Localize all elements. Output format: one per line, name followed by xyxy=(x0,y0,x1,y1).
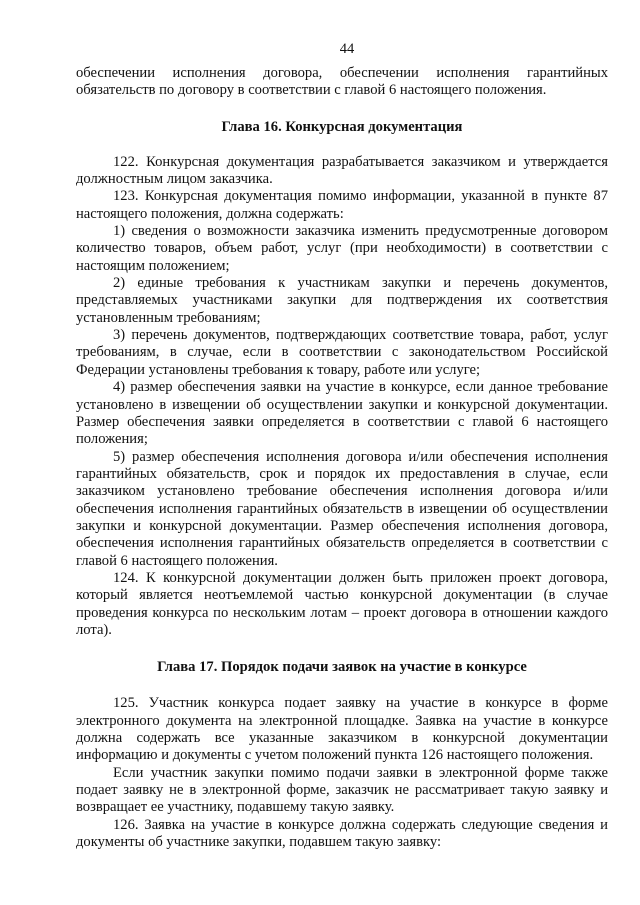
paragraph-123-item-1: 1) сведения о возможности заказчика изменить предусмотренные договором количество товаров, объем работ, услуг (при необходимости) в соответствии с настоящим положением; xyxy=(76,223,608,274)
chapter-16-heading: Глава 16. Конкурсная документация xyxy=(221,118,463,135)
paragraph-123-item-3: 3) перечень документов, подтверждающих соответствие товара, работ, услуг требованиям, в случае, если в соответствии с законодательством Российской Федерации установлены требования к товару, работе или услуге; xyxy=(76,327,608,378)
paragraph-124: 124. К конкурсной документации должен быть приложен проект договора, который является неотъемлемой частью конкурсной документации (в случае проведения конкурса по нескольким лотам – проект договора в отношении каждого лота). xyxy=(76,569,608,638)
paragraph-126: 126. Заявка на участие в конкурсе должна содержать следующие сведения и документы об участнике закупки, подавшем такую заявку: xyxy=(76,816,608,851)
paragraph-123-item-2: 2) единые требования к участникам закупки и перечень документов, представляемых участниками закупки для подтверждения их соответствия установленным требованиям; xyxy=(76,275,608,326)
page-number: 44 xyxy=(339,41,355,57)
paragraph-122: 122. Конкурсная документация разрабатывается заказчиком и утверждается должностным лицом заказчика. xyxy=(76,153,608,188)
paragraph-125: 125. Участник конкурса подает заявку на участие в конкурсе в форме электронного документа на электронной площадке. Заявка на участие в конкурсе должна содержать все указанные заказчиком в конкурсной документации информацию и документы с учетом положений пункта 126 настоящего положения. xyxy=(76,695,608,764)
paragraph-125-continued: Если участник закупки помимо подачи заявки в электронной форме также подает заявку не в электронной форме, заказчик не рассматривает такую заявку и возвращает ее участнику, подавшему такую заявку. xyxy=(76,764,608,816)
document-page xyxy=(76,40,608,851)
paragraph-123: 123. Конкурсная документация помимо информации, указанной в пункте 87 настоящего положения, должна содержать: xyxy=(76,188,608,222)
paragraph-123-item-4: 4) размер обеспечения заявки на участие в конкурсе, если данное требование установлено в извещении об осуществлении закупки и конкурсной документации. Размер обеспечения заявки определяется в соответствии с главой 6 настоящего положения; xyxy=(76,379,608,448)
paragraph-continuation: обеспечении исполнения договора, обеспечении исполнения гарантийных обязательств по договору в соответствии с главой 6 настоящего положения. xyxy=(76,65,608,99)
chapter-17-heading: Глава 17. Порядок подачи заявок на участие в конкурсе xyxy=(157,659,527,676)
paragraph-123-item-5: 5) размер обеспечения исполнения договора и/или обеспечения исполнения гарантийных обязательств, срок и порядок их предоставления в случае, если заказчиком установлено требование обеспечения исполнения договора и/или обеспечения исполнения гарантийных обязательств в извещении об осуществлении закупки и конкурсной документации. Размер обеспечения исполнения договора, обеспечения исполнения гарантийных обязательств определяется в соответствии с главой 6 настоящего положения. xyxy=(76,448,608,569)
